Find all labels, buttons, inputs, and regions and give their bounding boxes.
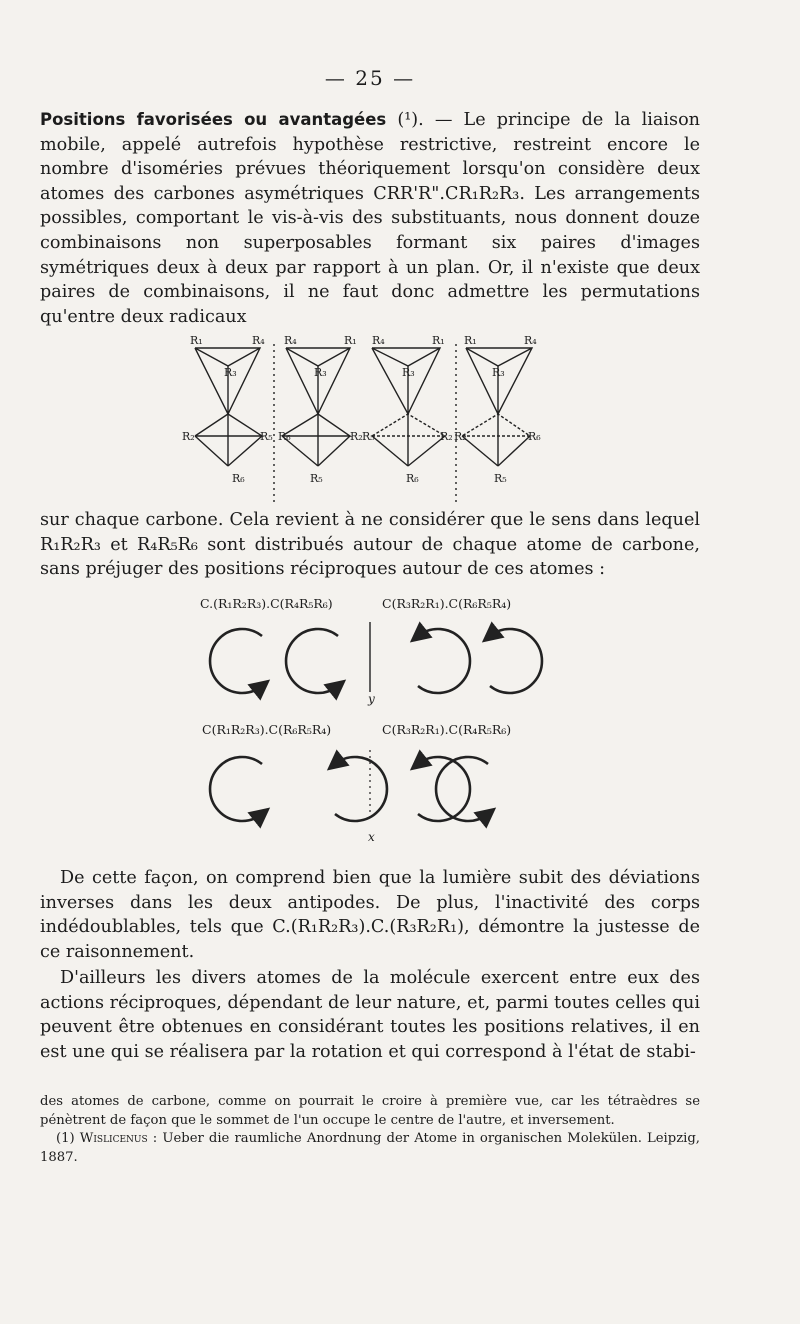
formula-top-left: C.(R₁R₂R₃).C(R₄R₅R₆) [200, 596, 333, 611]
label: R₅ [260, 430, 273, 443]
label: R₄ [252, 334, 265, 347]
axis-label-y: y [368, 692, 375, 706]
rotation-arrow [418, 629, 470, 693]
footnote-text: : Ueber die raumliche Anordnung der Atome in organischen Molekülen. Leipzig, 1887. [40, 1131, 701, 1165]
rotation-arrow [490, 629, 542, 693]
paragraph-text: . — Le principe de la liaison mobile, appelé autrefois hypothèse restrictive, restreint encore le nombre d'isoméries prévues théoriquement lorsqu'on considère deux atomes des carbones asymétriques CRR'R".CR₁R₂R₃. Les arrangements possibles, comportant le vis-à-vis des substituants, nous donnent douze combinaisons non superposables formant six paires d'images symétriques deux à deux par rapport à un plan. Or, il n'existe que deux paires de combinaisons, il ne faut donc admettre les permutations qu'entre deux radicaux [40, 110, 700, 327]
label: R₁ [432, 334, 445, 347]
label: R₆ [232, 472, 245, 485]
label: R₃ [492, 366, 505, 379]
footnote-author: Wislicenus [79, 1131, 148, 1146]
footnote-1 [40, 1130, 700, 1167]
label: R₅ [362, 430, 375, 443]
label: R₂ [454, 430, 467, 443]
rotation-arrow [210, 629, 262, 693]
paragraph-sur-chaque-carbone: sur chaque carbone. Cela revient à ne considérer que le sens dans lequel R₁R₂R₃ et R₄R₅R₆ sont distribués autour de chaque atome de carbone, sans préjuger des positions réciproques autour de ces atomes : [40, 510, 700, 580]
axis-label-x: x [368, 830, 375, 844]
footnote-marker: (1) [56, 1131, 75, 1146]
label: R₃ [224, 366, 237, 379]
tetrahedra-figure [0, 336, 800, 516]
label: R₁ [344, 334, 357, 347]
label: R₃ [402, 366, 415, 379]
paragraph-de-cette-facon: De cette façon, on comprend bien que la lumière subit des déviations inverses dans les deux antipodes. De plus, l'inactivité des corps indédoublables, tels que C.(R₁R₂R₃).C.(R₃R₂R₁), démontre la justesse de ce raisonnement. [40, 868, 700, 962]
footnote-ref: (¹) [397, 110, 419, 130]
label: R₄ [524, 334, 537, 347]
label: R₅ [310, 472, 323, 485]
paragraph-d-ailleurs: D'ailleurs les divers atomes de la molécule exercent entre eux des actions réciproques, dépendant de leur nature, et, parmi toutes celles qui peuvent être obtenues en considérant toutes les positions relatives, il en est une qui se réalisera par la rotation et qui correspond à l'état de stabi- [40, 968, 700, 1062]
rotation-arrow [286, 629, 338, 693]
formula-top-right: C(R₃R₂R₁).C(R₆R₅R₄) [382, 596, 512, 611]
rotation-arrow [335, 757, 387, 821]
label: R₂ [350, 430, 363, 443]
section-heading: Positions favorisées ou avantagées [40, 110, 387, 129]
rotation-arrow [210, 757, 262, 821]
label: R₂ [440, 430, 453, 443]
rotation-diagrams [0, 610, 800, 850]
formula-bottom-right: C(R₃R₂R₁).C(R₄R₅R₆) [382, 722, 512, 737]
label: R₄ [284, 334, 297, 347]
label: R₆ [278, 430, 291, 443]
label: R₄ [372, 334, 385, 347]
label: R₁ [464, 334, 477, 347]
label: R₁ [190, 334, 203, 347]
footnotes [40, 1093, 700, 1167]
paragraph-positions-favorisees [40, 108, 700, 329]
formula-bottom-left: C(R₁R₂R₃).C(R₆R₅R₄) [202, 722, 332, 737]
label: R₅ [494, 472, 507, 485]
label: R₆ [528, 430, 541, 443]
page-number: — 25 — [324, 66, 416, 90]
footnote-continuation: des atomes de carbone, comme on pourrait le croire à première vue, car les tétraèdres se pénètrent de façon que le sommet de l'un occupe le centre de l'autre, et inversement. [40, 1094, 700, 1128]
label: R₃ [314, 366, 327, 379]
label: R₂ [182, 430, 195, 443]
label: R₆ [406, 472, 419, 485]
